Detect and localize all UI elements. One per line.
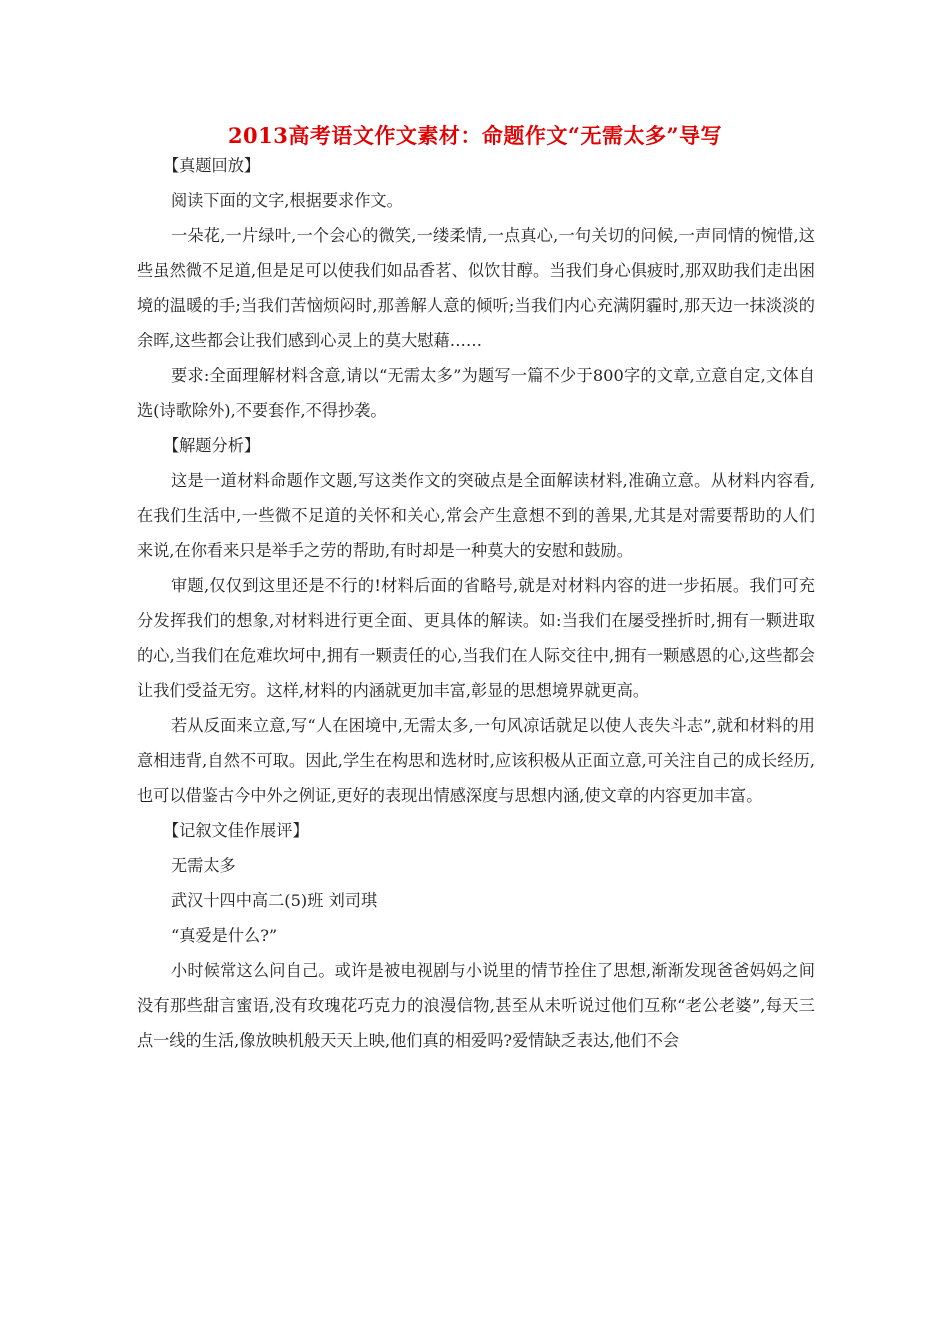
instruction-text: 阅读下面的文字,根据要求作文。: [171, 191, 403, 210]
analysis-paragraph-3: 若从反面来立意,写“人在困境中,无需太多,一句风凉话就足以使人丧失斗志”,就和材料的用意相违背,自然不可取。因此,学生在构思和选材时,应该积极从正面立意,可关注自己的成长经历,也可以借鉴古今中外之例证,更好的表现出情感深度与思想内涵,使文章的内容更加丰富。: [137, 716, 815, 805]
section-heading-review: 【真题回放】: [163, 156, 261, 175]
analysis-paragraph-2: 审题,仅仅到这里还是不行的!材料后面的省略号,就是对材料内容的进一步拓展。我们可充分发挥我们的想象,对材料进行更全面、更具体的解读。如:当我们在屡受挫折时,拥有一颗进取的心,当我们在危难坎坷中,拥有一颗责任的心,当我们在人际交往中,拥有一颗感恩的心,这些都会让我们受益无穷。这样,材料的内涵就更加丰富,彰显的思想境界就更高。: [137, 576, 815, 700]
section-heading-essay: 【记叙文佳作展评】: [163, 821, 309, 840]
essay-title: 无需太多: [171, 856, 236, 875]
document-title: 2013高考语文作文素材：命题作文“无需太多”导写: [227, 123, 723, 148]
analysis-paragraph-1: 这是一道材料命题作文题,写这类作文的突破点是全面解读材料,准确立意。从材料内容看,在我们生活中,一些微不足道的关怀和关心,常会产生意想不到的善果,尤其是对需要帮助的人们来说,在你看来只是举手之劳的帮助,有时却是一种莫大的安慰和鼓励。: [137, 471, 815, 560]
section-heading-analysis: 【解题分析】: [163, 436, 261, 455]
essay-paragraph-1: “真爱是什么?”: [171, 926, 278, 945]
essay-paragraph-2: 小时候常这么问自己。或许是被电视剧与小说里的情节拴住了思想,渐渐发现爸爸妈妈之间没有那些甜言蜜语,没有玫瑰花巧克力的浪漫信物,甚至从未听说过他们互称“老公老婆”,每天三点一线的生活,像放映机般天天上映,他们真的相爱吗?爱情缺乏表达,他们不会: [137, 961, 815, 1050]
requirement-paragraph: 要求:全面理解材料含意,请以“无需太多”为题写一篇不少于800字的文章,立意自定,文体自选(诗歌除外),不要套作,不得抄袭。: [137, 366, 815, 420]
essay-author: 武汉十四中高二(5)班 刘司琪: [171, 891, 378, 910]
document-body: [137, 148, 815, 1058]
material-paragraph: 一朵花,一片绿叶,一个会心的微笑,一缕柔情,一点真心,一句关切的问候,一声同情的惋惜,这些虽然微不足道,但是足可以使我们如品香茗、似饮甘醇。当我们身心俱疲时,那双助我们走出困境的温暖的手;当我们苦恼烦闷时,那善解人意的倾听;当我们内心充满阴霾时,那天边一抹淡淡的余晖,这些都会让我们感到心灵上的莫大慰藉……: [137, 226, 815, 350]
